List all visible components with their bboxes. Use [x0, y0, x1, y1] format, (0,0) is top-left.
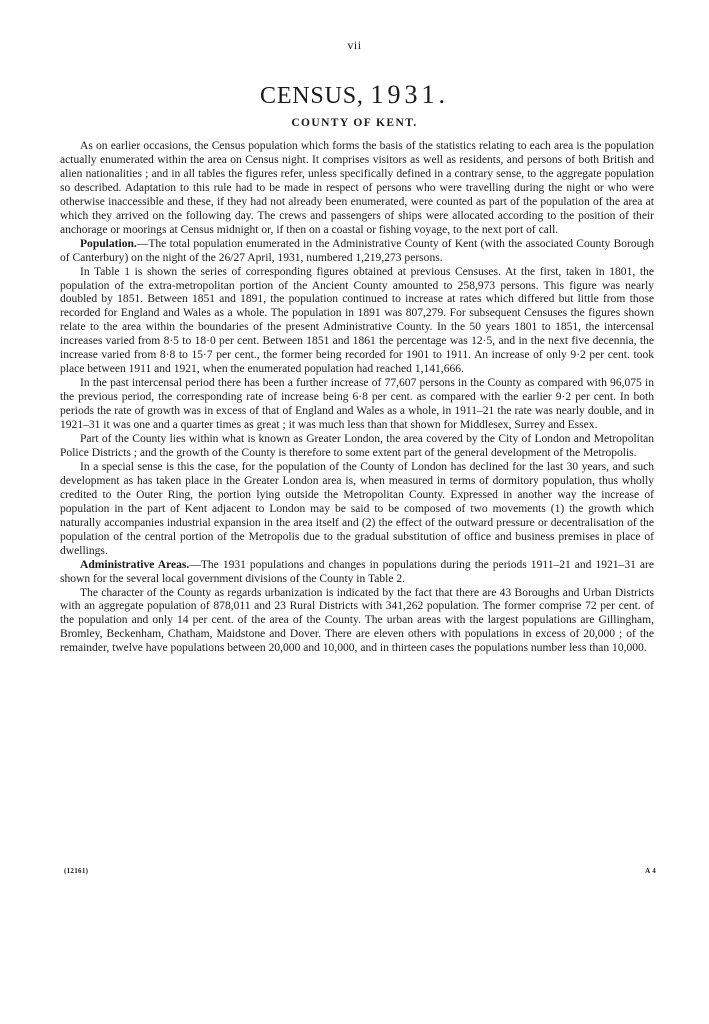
title-text: CENSUS,	[260, 83, 364, 109]
paragraph-administrative-areas: Administrative Areas.—The 1931 populations and changes in populations during the periods 1911–21 and 1921–31 are shown for the several local government divisions of the County in Table 2.	[60, 558, 654, 585]
title-year: 1931.	[370, 80, 449, 109]
paragraph-6: In a special sense is this the case, for the population of the County of London has declined for the last 30 years, and such development as has taken place in the Greater London area is, when measured in terms of dormitory population, thus wholly credited to the Outer Ring, the portion lying outside the Metropolitan County. Expressed in another way the increase of population in the part of Kent adjacent to London may be said to be composed of two movements (1) the growth which naturally accompanies industrial expansion in the area itself and (2) the effect of the outward pressure or decentralisation of the population of the central portion of the Metropolis due to the gradual substitution of office and business premises in place of dwellings.	[60, 460, 654, 557]
paragraph-8: The character of the County as regards urbanization is indicated by the fact that there are 43 Boroughs and Urban Districts with an aggregate population of 878,011 and 23 Rural Districts with 341,262 population. The former comprise 72 per cent. of the population and only 14 per cent. of the area of the County. The urban areas with the largest populations are Gillingham, Bromley, Beckenham, Chatham, Maidstone and Dover. There are eleven others with populations in excess of 20,000 ; of the remainder, twelve have populations between 20,000 and 10,000, and in thirteen cases the populations number less than 10,000.	[60, 586, 654, 655]
page-title	[0, 80, 709, 110]
paragraph-population: Population.—The total population enumerated in the Administrative County of Kent (with the associated County Borough of Canterbury) on the night of the 26/27 April, 1931, numbered 1,219,273 persons.	[60, 237, 654, 264]
paragraph-4: In the past intercensal period there has been a further increase of 77,607 persons in the County as compared with 96,075 in the previous period, the corresponding rate of increase being 6·8 per cent. as compared with the earlier 9·2 per cent. In both periods the rate of growth was in excess of that of England and Wales as a whole, in 1911–21 the rate was nearly double, and in 1921–31 it was one and a quarter times as great ; it was much less than that shown for Middlesex, Surrey and Essex.	[60, 377, 654, 432]
page-subtitle: COUNTY OF KENT.	[291, 117, 418, 129]
paragraph-1: As on earlier occasions, the Census population which forms the basis of the statistics relating to each area is the population actually enumerated within the area on Census night. It comprises visitors as well as residents, and persons of both British and alien nationalities ; and in all tables the figures refer, unless specifically defined in a contrary sense, to the aggregate population so described. Adaptation to this rule had to be made in respect of persons who were travelling during the night or who were otherwise inaccessible and these, if they had not already been enumerated, were counted as part of the population of the area at which they arrived on the following day. The crews and passengers of ships were allocated according to the position of their anchorage or moorings at Census midnight or, if then on a coastal or fishing voyage, to the next port of call.	[60, 140, 654, 236]
signature-mark: A 4	[645, 867, 656, 875]
page-number: vii	[347, 38, 362, 52]
section-heading-administrative-areas: Administrative Areas.	[80, 558, 190, 571]
paragraph-3: In Table 1 is shown the series of corresponding figures obtained at previous Censuses. At the first, taken in 1801, the population of the extra-metropolitan portion of the Ancient County amounted to 258,973 persons. This figure was nearly doubled by 1851. Between 1851 and 1891, the population continued to increase at rates which differed but little from those recorded for England and Wales as a whole. The population in 1891 was 807,279. For subsequent Censuses the figures shown relate to the area within the boundaries of the present Administrative County. In the 50 years 1801 to 1851, the intercensal increases varied from 8·5 to 18·0 per cent. Between 1851 and 1861 the percentage was 12·5, and in the next five decennia, the increase varied from 8·8 to 15·7 per cent., the former being recorded for 1901 to 1911. An increase of only 9·2 per cent. took place between 1911 and 1921, when the enumerated population had reached 1,141,666.	[60, 265, 654, 376]
section-heading-population: Population.	[80, 237, 137, 250]
paragraph-5: Part of the County lies within what is known as Greater London, the area covered by the City of London and Metropolitan Police Districts ; and the growth of the County is therefore to some extent part of the general development of the Metropolis.	[60, 433, 654, 459]
print-code: (12161)	[64, 867, 89, 875]
report-body	[60, 140, 654, 656]
